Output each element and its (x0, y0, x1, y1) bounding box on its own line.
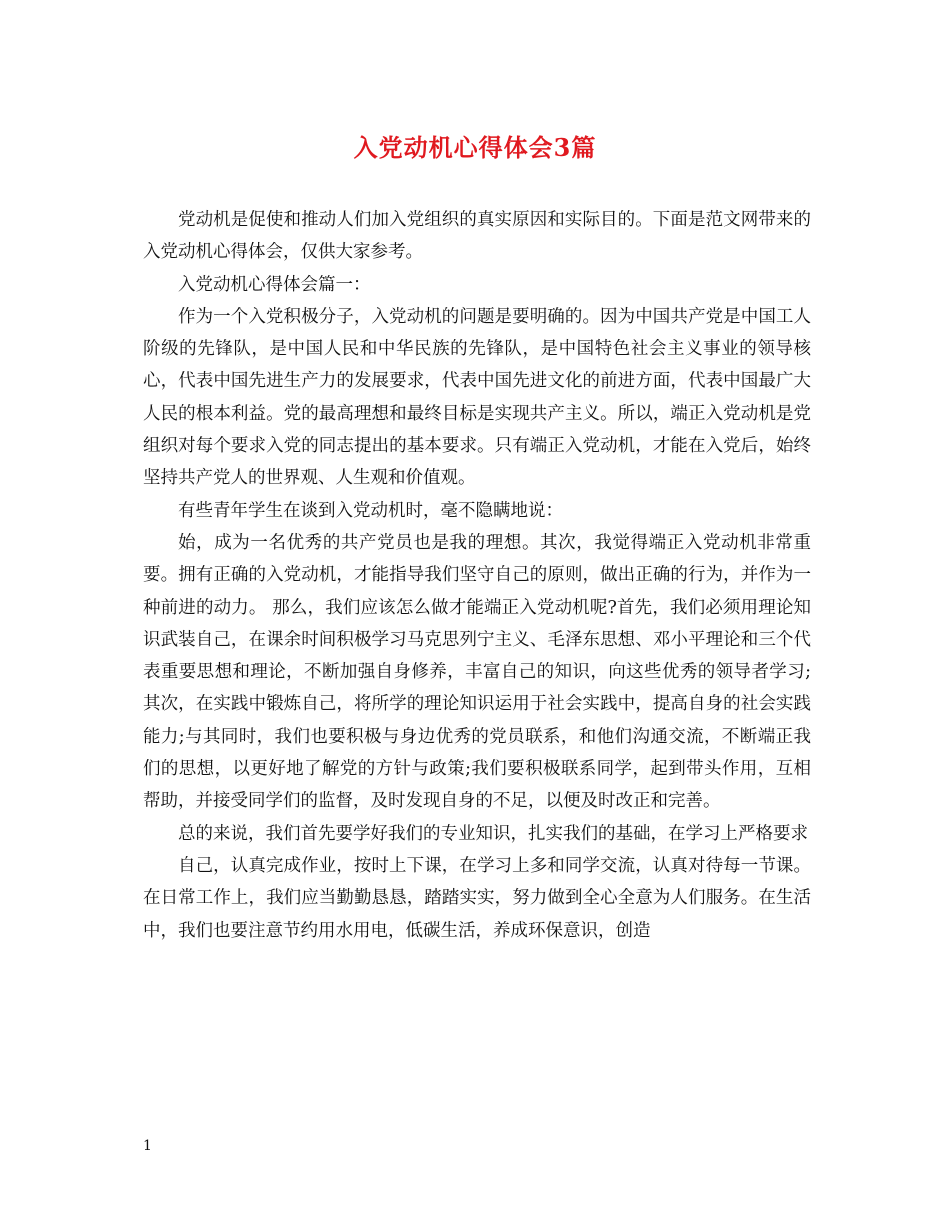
paragraph-intro: 党动机是促使和推动人们加入党组织的真实原因和实际目的。下面是范文网带来的入党动机心得体会，仅供大家参考。 (143, 210, 811, 263)
paragraph: 作为一个入党积极分子，入党动机的问题是要明确的。因为中国共产党是中国工人阶级的先锋队，是中国人民和中华民族的先锋队，是中国特色社会主义事业的领导核心，代表中国先进生产力的发展要求，代表中国先进文化的前进方面，代表中国最广大人民的根本利益。党的最高理想和最终目标是实现共产主义。所以，端正入党动机是党组织对每个要求入党的同志提出的基本要求。只有端正入党动机，才能在入党后，始终坚持共产党人的世界观、人生观和价值观。 (143, 306, 811, 489)
paragraph: 有些青年学生在谈到入党动机时，毫不隐瞒地说： (178, 500, 563, 521)
paragraph: 自己，认真完成作业，按时上下课，在学习上多和同学交流，认真对待每一节课。在日常工作上，我们应当勤勤恳恳，踏踏实实，努力做到全心全意为人们服务。在生活中，我们也要注意节约用水用电，低碳生活，养成环保意识，创造 (143, 855, 811, 941)
section-heading: 入党动机心得体会篇一： (178, 274, 371, 295)
paragraph: 总的来说，我们首先要学好我们的专业知识，扎实我们的基础，在学习上严格要求 (178, 823, 808, 844)
document-body (143, 204, 811, 947)
paragraph: 始，成为一名优秀的共产党员也是我的理想。其次，我觉得端正入党动机非常重要。拥有正确的入党动机，才能指导我们坚守自己的原则，做出正确的行为，并作为一种前进的动力。 那么，我们应该怎么做才能端正入党动机呢?首先，我们必须用理论知识武装自己，在课余时间积极学习马克思列宁主义、毛泽东思想、邓小平理论和三个代表重要思想和理论，不断加强自身修养，丰富自己的知识，向这些优秀的领导者学习;其次，在实践中锻炼自己，将所学的理论知识运用于社会实践中，提高自身的社会实践能力;与其同时，我们也要积极与身边优秀的党员联系，和他们沟通交流，不断端正我们的思想，以更好地了解党的方针与政策;我们要积极联系同学，起到带头作用，互相帮助，并接受同学们的监督，及时发现自身的不足，以便及时改正和完善。 (143, 532, 811, 812)
document-title: 入党动机心得体会3篇 (353, 133, 597, 162)
page-number: 1 (143, 1138, 152, 1154)
